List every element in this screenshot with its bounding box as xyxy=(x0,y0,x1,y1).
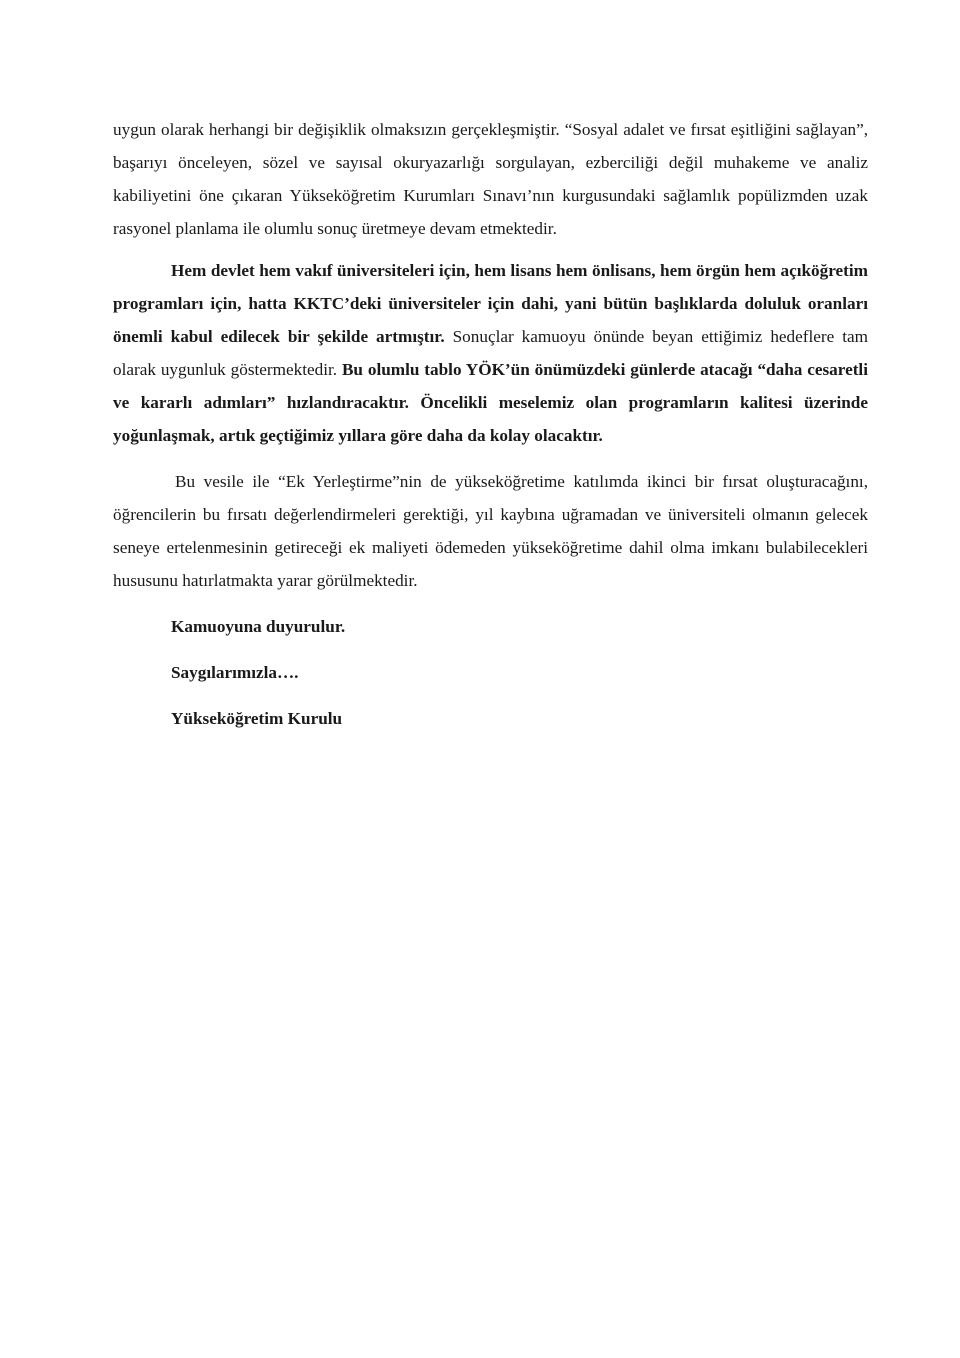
paragraph-2-bold-3: Öncelikli meselemiz olan programların kalitesi üzerinde yoğunlaşmak, artık geçtiğimiz yıllara göre daha da kolay olacaktır. xyxy=(113,393,868,445)
closing-announcement: Kamuoyuna duyurulur. xyxy=(171,617,346,636)
document-body xyxy=(113,113,868,735)
paragraph-2 xyxy=(113,254,868,452)
paragraph-1-text: uygun olarak herhangi bir değişiklik olmaksızın gerçekleşmiştir. “Sosyal adalet ve fırsat eşitliğini sağlayan”, başarıyı önceleyen, sözel ve sayısal okuryazarlığı sorgulayan, ezberciliği değil muhakeme ve analiz kabiliyetini öne çıkaran Yükseköğretim Kurumları Sınavı’nın kurgusundaki sağlamlık popülizmden uzak rasyonel planlama ile olumlu sonuç üretmeye devam etmektedir. xyxy=(113,120,868,238)
paragraph-2-bold-1: Hem devlet hem vakıf üniversiteleri için, hem lisans hem önlisans, hem örgün hem açıköğretim programları için, hatta KKTC’deki üniversiteler için dahi, yani bütün başlıklarda doluluk oranları önemli kabul edilecek bir şekilde artmıştır. xyxy=(113,261,868,346)
closing-signature: Yükseköğretim Kurulu xyxy=(171,709,343,728)
paragraph-1 xyxy=(113,113,868,245)
closing-regards: Saygılarımızla…. xyxy=(171,663,299,682)
paragraph-3 xyxy=(113,465,868,597)
paragraph-2-normal-1: Sonuçlar kamuoyu önünde beyan ettiğimiz hedeflere tam olarak uygunluk göstermektedir. xyxy=(113,327,868,379)
paragraph-3-text: Bu vesile ile “Ek Yerleştirme”nin de yükseköğretime katılımda ikinci bir fırsat oluşturacağını, öğrencilerin bu fırsatı değerlendirmeleri gerektiği, yıl kaybına uğramadan ve üniversiteli olmanın gelecek seneye ertelenmesinin getireceği ek maliyeti ödemeden yükseköğretime dahil olma imkanı bulabilecekleri hususunu hatırlatmakta yarar görülmektedir. xyxy=(113,472,868,590)
paragraph-2-bold-2: Bu olumlu tablo YÖK’ün önümüzdeki günlerde atacağı “daha cesaretli ve kararlı adımları” hızlandıracaktır. xyxy=(113,360,868,412)
